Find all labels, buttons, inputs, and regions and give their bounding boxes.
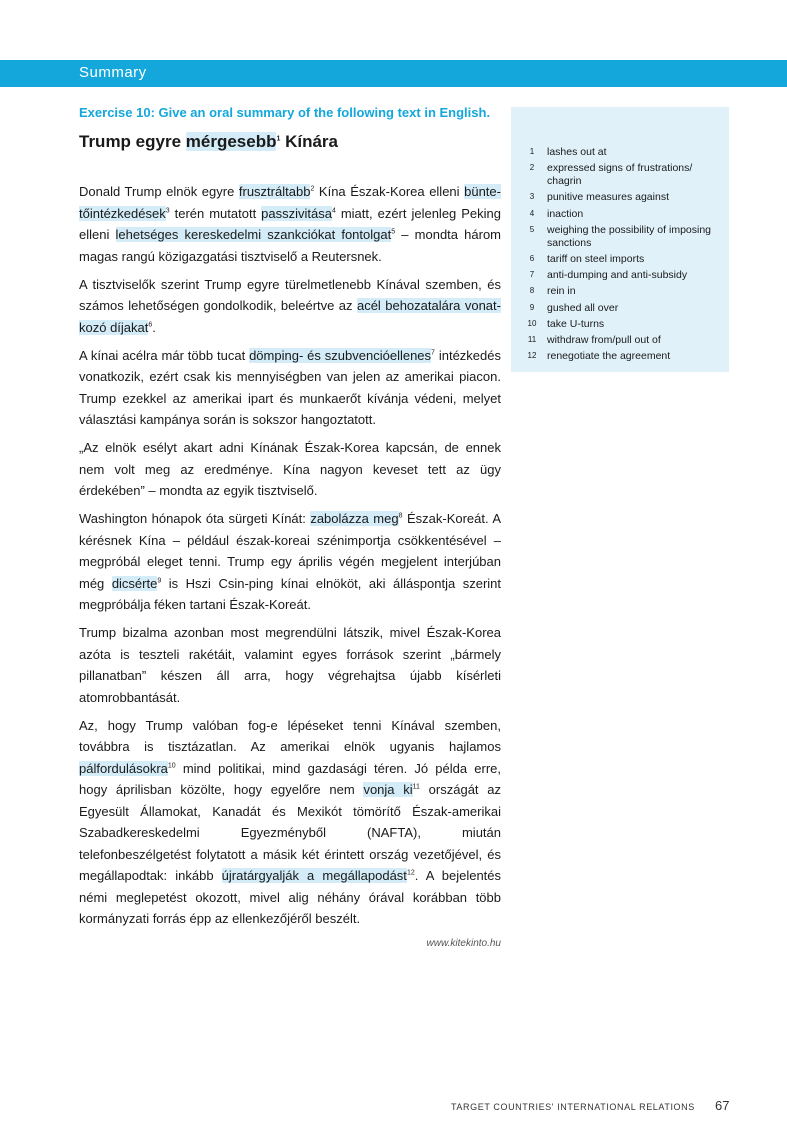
- footer-running-title: TARGET COUNTRIES' INTERNATIONAL RELATIONS: [451, 1102, 695, 1112]
- glossary-item: [517, 285, 723, 298]
- glossary-item: [517, 162, 723, 188]
- text-run: terén mutatott: [169, 205, 262, 221]
- highlighted-term: újratárgyalják a megállapodást: [221, 868, 407, 883]
- article-paragraph: [79, 622, 501, 708]
- glossary-text: tariff on steel imports: [547, 252, 645, 265]
- footnote-ref: 11: [412, 783, 420, 791]
- glossary-item: [517, 350, 723, 363]
- text-run: A kínai acélra már több tucat: [79, 347, 250, 363]
- footnote-ref: 3: [165, 207, 170, 215]
- glossary-text: withdraw from/pull out of: [547, 333, 661, 346]
- article-body: [79, 181, 501, 930]
- glossary-item: [517, 146, 723, 159]
- glossary-number: 3: [529, 192, 535, 202]
- glossary-number: 4: [529, 208, 535, 218]
- footnote-ref: 8: [398, 512, 403, 520]
- glossary-box: [511, 107, 729, 372]
- text-run: Kína Észak-Korea elleni: [314, 184, 465, 199]
- footnote-ref: 1: [276, 135, 281, 143]
- glossary-number: 11: [527, 334, 537, 344]
- title-text-before: Trump egyre: [79, 132, 186, 151]
- footnote-ref: 2: [310, 185, 315, 193]
- text-run: – mondta három magas rangú közigazgatási tisztviselő a Reutersnek.: [79, 227, 502, 264]
- article-paragraph: [79, 345, 501, 431]
- glossary-text: take U-turns: [547, 317, 605, 330]
- article-paragraph: [79, 437, 501, 502]
- glossary-number: 1: [529, 147, 535, 156]
- source-link: www.kitekinto.hu: [426, 937, 501, 949]
- glossary-item: [517, 208, 723, 221]
- glossary-number: 8: [529, 286, 535, 296]
- text-run: Az, hogy Trump valóban fog-e lépéseket tenni Kínával szemben, továbbra is tisztázatlan. Az amerikai elnök ugyanis hajlamos: [79, 717, 501, 754]
- glossary-item: [517, 191, 723, 204]
- article-paragraph: [79, 274, 501, 339]
- title-text-after: Kínára: [280, 132, 339, 151]
- text-run: Donald Trump elnök egyre: [79, 184, 239, 199]
- highlighted-term: büntetőintézkedések: [79, 184, 501, 221]
- glossary-item: [517, 334, 723, 347]
- text-run: mind politikai, mind gazdasági téren. Jó példa erre, hogy áprilisban közölte, hogy egyelőre nem: [79, 760, 501, 797]
- glossary-text: anti-dumping and anti-subsidy: [547, 269, 688, 282]
- text-run: . A bejelentés némi meglepetést okozott, mivel alig néhány órával korábban több kormányzati forrás épp az ellenkezőjéről beszélt.: [79, 868, 502, 926]
- glossary-number: 7: [529, 270, 535, 280]
- highlighted-term: acél behozatalára vonatkozó díjakat: [79, 298, 501, 335]
- glossary-text: gushed all over: [547, 301, 619, 314]
- glossary-number: 6: [529, 253, 535, 263]
- article-paragraph: [79, 508, 501, 616]
- highlighted-term: vonja ki: [363, 782, 413, 797]
- highlighted-term: lehetséges kereskedelmi szankciókat fontolgat: [115, 227, 392, 242]
- article-paragraph: [79, 715, 501, 930]
- glossary-text: inaction: [547, 207, 584, 220]
- title-highlight: mérgesebb: [185, 132, 277, 151]
- glossary-text: rein in: [547, 285, 576, 298]
- text-run: Trump bizalma azonban most megrendülni látszik, mivel Észak-Korea azóta is teszteli rakétáit, valamint egyes források szerint „bármely pillanatban” készen áll arra, hogy végrehajtsa újabb kísérleti atomrobbantását.: [79, 625, 501, 705]
- text-run: országát az Egyesült Államokat, Kanadát és Mexikót tömörítő Észak-amerikai Szabadkereskedelmi Egyezményből (NAFTA), miután telefonbeszélgetést folytatott a másik két érintett ország vezetőjével, és megállapodtak: inkább: [79, 782, 502, 883]
- page-number: 67: [715, 1098, 730, 1113]
- section-banner: [0, 60, 787, 87]
- text-run: is Hszi Csin-ping kínai elnököt, aki álláspontja szerint megpróbálja féken tartani Észak-Koreát.: [79, 575, 502, 612]
- glossary-item: [517, 302, 723, 315]
- glossary-text: renegotiate the agreement: [547, 350, 671, 363]
- glossary-number: 5: [529, 224, 535, 234]
- section-title: Summary: [79, 64, 147, 81]
- text-run: intézkedés vonatkozik, ezért csak kis mennyiségben van jelen az amerikai piacon. Trump ezekkel az amerikai ipart és munkaerőt kívánja védeni, melyet választási kampánya során is sokszor hangoztatott.: [79, 347, 501, 427]
- text-run: Washington hónapok óta sürgeti Kínát:: [79, 511, 311, 526]
- highlighted-term: zabolázza meg: [310, 511, 399, 526]
- glossary-number: 9: [529, 302, 535, 312]
- glossary-number: 12: [527, 351, 537, 361]
- glossary-item: [517, 269, 723, 282]
- glossary-text: expressed signs of frustrations/ chagrin: [547, 162, 693, 188]
- article-title: [79, 131, 501, 153]
- glossary-number: 10: [527, 318, 537, 328]
- highlighted-term: passzivitása: [261, 205, 332, 221]
- glossary-text: punitive measures against: [547, 191, 669, 204]
- footnote-ref: 12: [406, 869, 415, 877]
- article-paragraph: [79, 181, 501, 267]
- footnote-ref: 6: [148, 321, 153, 329]
- glossary-item: [517, 224, 723, 250]
- glossary-item: [517, 318, 723, 331]
- footnote-ref: 7: [431, 349, 435, 357]
- highlighted-term: dicsérte: [111, 575, 158, 591]
- text-run: miatt, ezért jelenleg Peking elleni: [79, 205, 501, 242]
- glossary-text: weighing the possibility of imposing sanctions: [547, 223, 712, 249]
- highlighted-term: frusztráltabb: [238, 184, 311, 199]
- footnote-ref: 5: [391, 228, 396, 236]
- glossary-list: [511, 107, 729, 363]
- glossary-item: [517, 253, 723, 266]
- text-run: Észak-Koreát. A kérésnek Kína – például észak-koreai szénimportja csökkentésével – megpróbál eleget tenni. Trump egy április végén megjelent interjúban még: [79, 511, 501, 591]
- exercise-instruction: Exercise 10: Give an oral summary of the following text in English.: [79, 105, 491, 120]
- highlighted-term: pálfordulásokra: [79, 760, 168, 776]
- footnote-ref: 4: [331, 207, 336, 215]
- footnote-ref: 9: [157, 577, 162, 585]
- text-run: „Az elnök esélyt akart adni Kínának Észak-Korea kapcsán, de ennek nem volt meg az eredménye. Kína nagyon keveset tett az ügy érdekében” – mondta az egyik tisztviselő.: [79, 440, 501, 498]
- highlighted-term: dömping- és szubvencióellenes: [249, 347, 432, 363]
- main-column: [79, 104, 501, 949]
- footnote-ref: 10: [167, 762, 176, 770]
- glossary-text: lashes out at: [547, 146, 607, 158]
- text-run: .: [152, 319, 156, 335]
- glossary-number: 2: [529, 163, 535, 173]
- text-run: A tisztviselők szerint Trump egyre türelmetlenebb Kínával szemben, és számos lehetőségen gondolkodik, beleértve az: [79, 276, 501, 313]
